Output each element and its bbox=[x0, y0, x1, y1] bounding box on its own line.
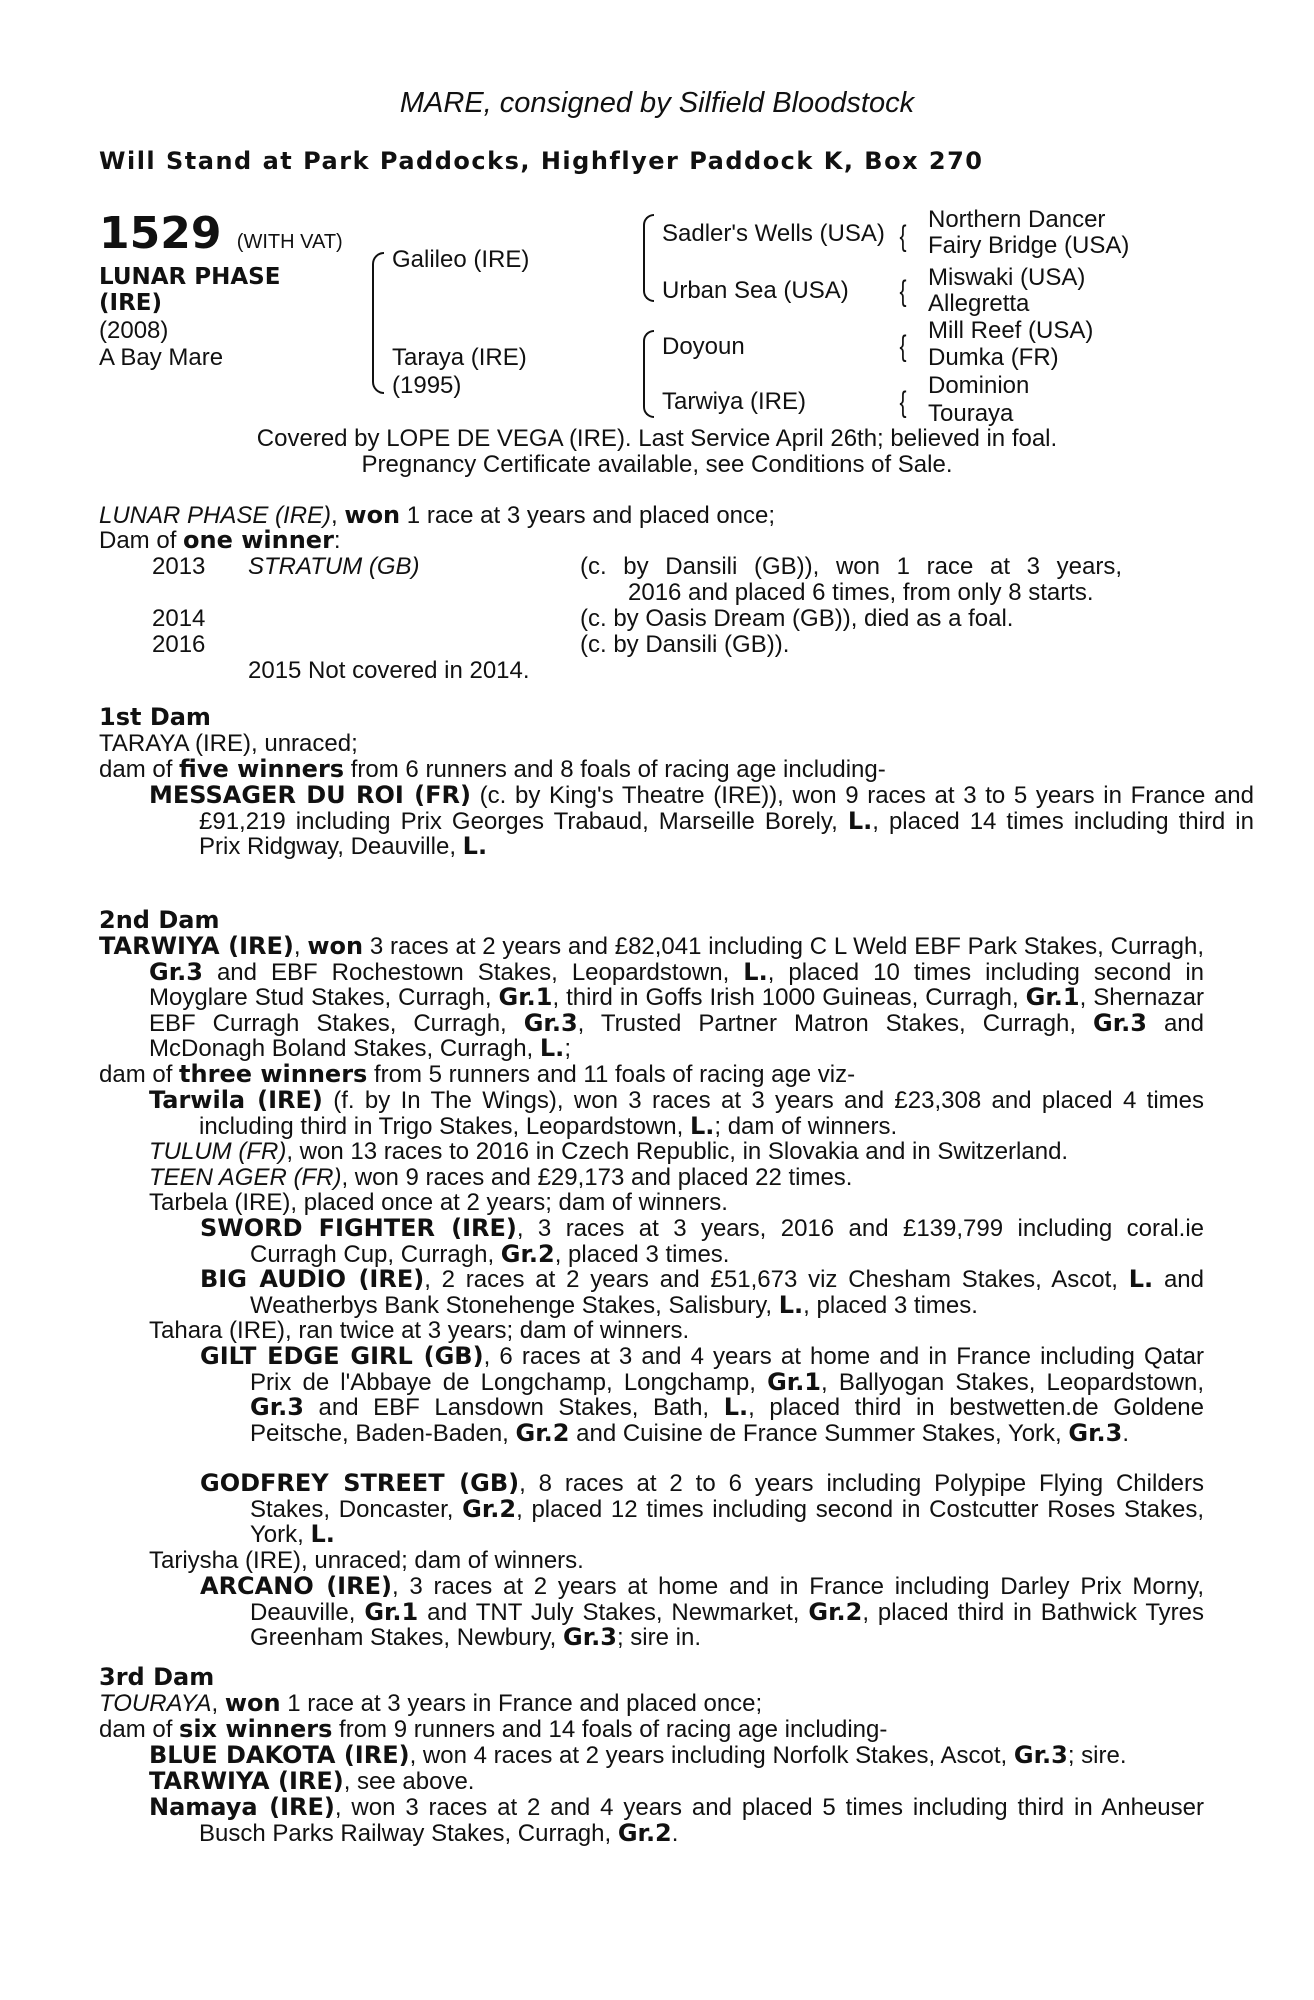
third-dam-summary bbox=[99, 1717, 887, 1743]
mare-name: LUNAR PHASE (IRE) bbox=[99, 502, 332, 529]
entry-text: , placed 3 times. bbox=[554, 1240, 730, 1268]
entry-text: , placed third in Bathwick Tyres Greenham Stakes, Newbury, bbox=[250, 1598, 1204, 1651]
grade-label: Gr.1 bbox=[767, 1367, 822, 1396]
won-label: won bbox=[224, 1689, 281, 1717]
entry-text: , placed third in bestwetten.de Goldene Peitsche, Baden-Baden, bbox=[250, 1394, 1204, 1447]
entry-name: GILT EDGE GIRL (GB) bbox=[200, 1342, 484, 1370]
record-text: 3 races at 2 years and £82,041 including C L Weld EBF Park Stakes, Curragh, bbox=[363, 933, 1205, 960]
produce-year: 2013 bbox=[152, 553, 206, 580]
grade-label: Gr.2 bbox=[500, 1239, 555, 1268]
entry-teen-ager bbox=[149, 1165, 852, 1191]
pedigree-dds: Dominion bbox=[928, 372, 1030, 399]
third-dam-record: TOURAYA, won 1 race at 3 years in France and placed once; bbox=[99, 1689, 763, 1717]
entry-text: ; dam of winners. bbox=[714, 1112, 898, 1140]
pedigree-ddd: Touraya bbox=[928, 400, 1014, 427]
entry-text: and Cuisine de France Summer Stakes, York, bbox=[569, 1419, 1069, 1447]
entry-name: BIG AUDIO (IRE) bbox=[200, 1265, 425, 1293]
dam-brace bbox=[372, 342, 384, 394]
not-covered-note: 2015 Not covered in 2014. bbox=[248, 657, 530, 684]
grade-label: Gr.3 bbox=[563, 1623, 617, 1651]
entry-text: , won 13 races to 2016 in Czech Republic, in Slovakia and in Switzerland. bbox=[286, 1138, 1069, 1165]
grade-label: Gr.2 bbox=[515, 1418, 570, 1447]
grade-label: Gr.3 bbox=[149, 957, 203, 986]
brace-sds: { bbox=[899, 275, 907, 308]
entry-name: TEEN AGER (FR) bbox=[149, 1164, 342, 1191]
dam-of-label: dam of bbox=[99, 1061, 180, 1088]
summary-text: from 9 runners and 14 foals of racing age including- bbox=[332, 1716, 888, 1743]
dam-name: TOURAYA bbox=[99, 1690, 212, 1717]
second-dam-record: TARWIYA (IRE), won 3 races at 2 years and £82,041 including C L Weld EBF Park Stakes, Curragh, Gr.3 and EBF Rochestown Stakes, Leopardstown, L., placed 10 times including second in Moyglare Stud Stakes, Curragh, Gr.1, third in Goffs Irish 1000 Guineas, Curragh, Gr.1, Shernazar EBF Curragh Stakes, Curragh, Gr.3, Trusted Partner Matron Stakes, Curragh, Gr.3 and McDonagh Boland Stakes, Curragh, L.; bbox=[99, 932, 1205, 1062]
first-dam-summary bbox=[99, 757, 886, 783]
grade-label: Gr.2 bbox=[617, 1818, 672, 1847]
first-dam-line: TARAYA (IRE), unraced; bbox=[99, 730, 358, 757]
entry-text: , see above. bbox=[343, 1768, 475, 1795]
grade-label: Gr.3 bbox=[1093, 1008, 1147, 1037]
grade-label: L. bbox=[689, 1111, 715, 1140]
brace-dss: { bbox=[899, 330, 907, 363]
entry-gilt-edge-girl bbox=[200, 1344, 1204, 1446]
third-dam-heading: 3rd Dam bbox=[99, 1663, 215, 1691]
pedigree-sdd: Allegretta bbox=[928, 290, 1030, 317]
pedigree-dam: Taraya (IRE) bbox=[392, 344, 527, 371]
entry-text: . bbox=[671, 1819, 679, 1847]
vat-label: (WITH VAT) bbox=[236, 231, 343, 253]
ds-brace bbox=[643, 330, 654, 375]
winners-count: one winner bbox=[183, 526, 334, 554]
entry-tarwila bbox=[149, 1088, 1204, 1139]
lot-number bbox=[99, 210, 343, 266]
entry-text: , Ballyogan Stakes, Leopardstown, bbox=[821, 1368, 1205, 1396]
stand-line: Will Stand at Park Paddocks, Highflyer Paddock K, Box 270 bbox=[99, 147, 984, 175]
grade-label: Gr.1 bbox=[1025, 983, 1080, 1011]
entry-text: , won 3 races at 2 and 4 years and placed 5 times including third in Anheuser Busch Parks Railway Stakes, Curragh, bbox=[199, 1794, 1204, 1847]
entry-name: SWORD FIGHTER (IRE) bbox=[200, 1214, 517, 1242]
covered-line: Covered by LOPE DE VEGA (IRE). Last Service April 26th; believed in foal. bbox=[256, 425, 1058, 452]
pedigree-ss: Sadler's Wells (USA) bbox=[662, 220, 885, 247]
entry-text: . bbox=[1122, 1419, 1129, 1447]
pedigree-ds: Doyoun bbox=[662, 333, 745, 360]
record-text: , Shernazar EBF Curragh Stakes, Curragh, bbox=[149, 984, 1204, 1037]
record-text: 1 race at 3 years in France and placed once; bbox=[280, 1690, 763, 1717]
grade-label: L. bbox=[539, 1034, 565, 1062]
entry-name: TULUM (FR) bbox=[149, 1138, 287, 1165]
entry-tarwiya bbox=[149, 1769, 474, 1795]
pedigree-dam-year: (1995) bbox=[392, 372, 462, 399]
brace-sss: { bbox=[899, 220, 907, 253]
ss-brace bbox=[643, 214, 654, 259]
entry-name: ARCANO (IRE) bbox=[200, 1572, 392, 1600]
grade-label: L. bbox=[462, 832, 488, 860]
grade-label: L. bbox=[778, 1290, 804, 1319]
entry-text: , placed 12 times including second in Costcutter Roses Stakes, York, bbox=[250, 1495, 1204, 1548]
entry-godfrey-street bbox=[200, 1471, 1204, 1548]
entry-sword-fighter bbox=[200, 1216, 1204, 1267]
horse-name: LUNAR PHASE bbox=[99, 264, 281, 290]
record-text: , Trusted Partner Matron Stakes, Curragh, bbox=[577, 1009, 1094, 1037]
sd-brace bbox=[643, 257, 654, 302]
pedigree-sire: Galileo (IRE) bbox=[392, 246, 530, 273]
grade-label: Gr.2 bbox=[462, 1494, 517, 1523]
entry-tulum bbox=[149, 1139, 1068, 1165]
entry-text: and Weatherbys Bank Stonehenge Stakes, Salisbury, bbox=[250, 1266, 1204, 1319]
entry-text: ; sire in. bbox=[616, 1624, 701, 1651]
entry-text: , 2 races at 2 years and £51,673 viz Chesham Stakes, Ascot, bbox=[424, 1266, 1129, 1293]
produce-year: 2014 bbox=[152, 605, 206, 632]
pedigree-dsd: Dumka (FR) bbox=[928, 344, 1059, 371]
pedigree-sds: Miswaki (USA) bbox=[928, 264, 1086, 291]
record-text: and McDonagh Boland Stakes, Curragh, bbox=[149, 1009, 1205, 1062]
entry-text: (f. by In The Wings), won 3 races at 3 years and £23,308 and placed 4 times including third in Trigo Stakes, Leopardstown, bbox=[199, 1087, 1204, 1140]
grade-label: L. bbox=[847, 806, 873, 835]
first-dam-heading: 1st Dam bbox=[99, 703, 211, 731]
pedigree-sd: Urban Sea (USA) bbox=[662, 277, 849, 304]
winners-count: six winners bbox=[179, 1715, 333, 1743]
produce-detail: (c. by Dansili (GB)). bbox=[580, 631, 790, 658]
record-text: and EBF Rochestown Stakes, Leopardstown, bbox=[202, 958, 744, 986]
produce-name: STRATUM (GB) bbox=[248, 553, 420, 580]
record-text: , third in Goffs Irish 1000 Guineas, Curragh, bbox=[552, 984, 1026, 1011]
mare-record: LUNAR PHASE (IRE), won 1 race at 3 years and placed once; bbox=[99, 501, 776, 529]
grade-label: L. bbox=[1128, 1265, 1154, 1293]
sire-brace bbox=[372, 252, 384, 344]
winners-count: five winners bbox=[179, 755, 345, 783]
first-dam-entry bbox=[149, 783, 1254, 860]
entry-text: , 6 races at 3 and 4 years at home and in France including Qatar Prix de l'Abbaye de Longchamp, Longchamp, bbox=[250, 1343, 1204, 1396]
horse-year: (2008) bbox=[99, 317, 169, 344]
brace-dds: { bbox=[899, 386, 907, 419]
entry-name: TARWIYA (IRE) bbox=[149, 1767, 344, 1795]
pedigree-dss: Mill Reef (USA) bbox=[928, 317, 1094, 344]
pregnancy-line: Pregnancy Certificate available, see Conditions of Sale. bbox=[361, 451, 953, 478]
record-text: ; bbox=[564, 1035, 571, 1062]
colon: : bbox=[333, 527, 341, 554]
dam-of-label: dam of bbox=[99, 1716, 180, 1743]
entry-name: GODFREY STREET (GB) bbox=[200, 1469, 520, 1497]
dam-of-line bbox=[99, 528, 341, 554]
dam-name: TARWIYA (IRE) bbox=[99, 932, 294, 960]
entry-big-audio bbox=[200, 1267, 1204, 1318]
pedigree-ssd: Fairy Bridge (USA) bbox=[928, 232, 1130, 259]
entry-text: , won 9 races and £29,173 and placed 22 times. bbox=[341, 1164, 853, 1191]
grade-label: Gr.3 bbox=[1068, 1418, 1123, 1447]
horse-name-country: (IRE) bbox=[99, 290, 163, 316]
second-dam-heading: 2nd Dam bbox=[99, 906, 220, 934]
pedigree-dd: Tarwiya (IRE) bbox=[662, 388, 807, 415]
dam-of-label: dam of bbox=[99, 756, 180, 783]
winners-count: three winners bbox=[179, 1060, 368, 1088]
won-label: won bbox=[307, 932, 364, 960]
entry-text: , 8 races at 2 to 6 years including Polypipe Flying Childers Stakes, Doncaster, bbox=[250, 1470, 1205, 1523]
entry-blue-dakota bbox=[149, 1743, 1127, 1769]
lot-number-value: 1529 bbox=[99, 208, 222, 259]
grade-label: L. bbox=[310, 1520, 335, 1548]
grade-label: L. bbox=[743, 957, 768, 986]
won-label: won bbox=[344, 501, 401, 529]
entry-name: Tarwila (IRE) bbox=[149, 1086, 323, 1114]
second-dam-summary bbox=[99, 1062, 855, 1088]
pedigree-sss: Northern Dancer bbox=[928, 206, 1106, 233]
entry-tahara: Tahara (IRE), ran twice at 3 years; dam of winners. bbox=[149, 1317, 690, 1344]
entry-text: , placed 14 times including third in Prix Ridgway, Deauville, bbox=[199, 807, 1254, 860]
entry-text: , 3 races at 2 years at home and in France including Darley Prix Morny, Deauville, bbox=[250, 1573, 1204, 1626]
grade-label: Gr.1 bbox=[364, 1597, 419, 1626]
horse-description: A Bay Mare bbox=[99, 344, 224, 371]
produce-detail-2: 2016 and placed 6 times, from only 8 starts. bbox=[628, 579, 1094, 606]
entry-text: , 3 races at 3 years, 2016 and £139,799 including coral.ie Curragh Cup, Curragh, bbox=[250, 1215, 1204, 1268]
grade-label: Gr.3 bbox=[1013, 1741, 1068, 1769]
entry-arcano bbox=[200, 1574, 1204, 1651]
dd-brace bbox=[643, 373, 654, 418]
produce-detail: (c. by Oasis Dream (GB)), died as a foal. bbox=[580, 605, 1014, 632]
record-text: , placed 10 times including second in Moyglare Stud Stakes, Curragh, bbox=[149, 958, 1204, 1011]
entry-text: and TNT July Stakes, Newmarket, bbox=[418, 1598, 809, 1626]
grade-label: L. bbox=[723, 1393, 749, 1421]
summary-text: from 5 runners and 11 foals of racing age viz- bbox=[367, 1061, 856, 1088]
entry-text: , won 4 races at 2 years including Norfolk Stakes, Ascot, bbox=[409, 1742, 1014, 1769]
grade-label: Gr.2 bbox=[808, 1597, 863, 1626]
grade-label: Gr.3 bbox=[250, 1393, 304, 1421]
entry-text: ; sire. bbox=[1067, 1742, 1127, 1769]
entry-name: Namaya (IRE) bbox=[149, 1793, 335, 1821]
grade-label: Gr.3 bbox=[523, 1008, 578, 1037]
produce-detail: (c. by Dansili (GB)), won 1 race at 3 years, bbox=[580, 553, 1122, 580]
summary-text: from 6 runners and 8 foals of racing age including- bbox=[344, 756, 886, 783]
produce-year: 2016 bbox=[152, 631, 206, 658]
dam-of-label: Dam of bbox=[99, 527, 184, 554]
entry-text: (c. by King's Theatre (IRE)), won 9 races at 3 to 5 years in France and £91,219 including Prix Georges Trabaud, Marseille Borely, bbox=[199, 782, 1254, 835]
grade-label: Gr.1 bbox=[498, 983, 553, 1011]
entry-text: and EBF Lansdown Stakes, Bath, bbox=[303, 1394, 724, 1421]
entry-name: BLUE DAKOTA (IRE) bbox=[149, 1741, 410, 1769]
entry-name: MESSAGER DU ROI (FR) bbox=[149, 781, 471, 809]
consignor-line: MARE, consigned by Silfield Bloodstock bbox=[399, 87, 915, 119]
entry-namaya bbox=[149, 1795, 1204, 1846]
record-text: 1 race at 3 years and placed once; bbox=[400, 502, 776, 529]
entry-text: , placed 3 times. bbox=[803, 1291, 978, 1319]
entry-tariysha: Tariysha (IRE), unraced; dam of winners. bbox=[149, 1547, 584, 1574]
entry-tarbela: Tarbela (IRE), placed once at 2 years; dam of winners. bbox=[149, 1189, 728, 1216]
